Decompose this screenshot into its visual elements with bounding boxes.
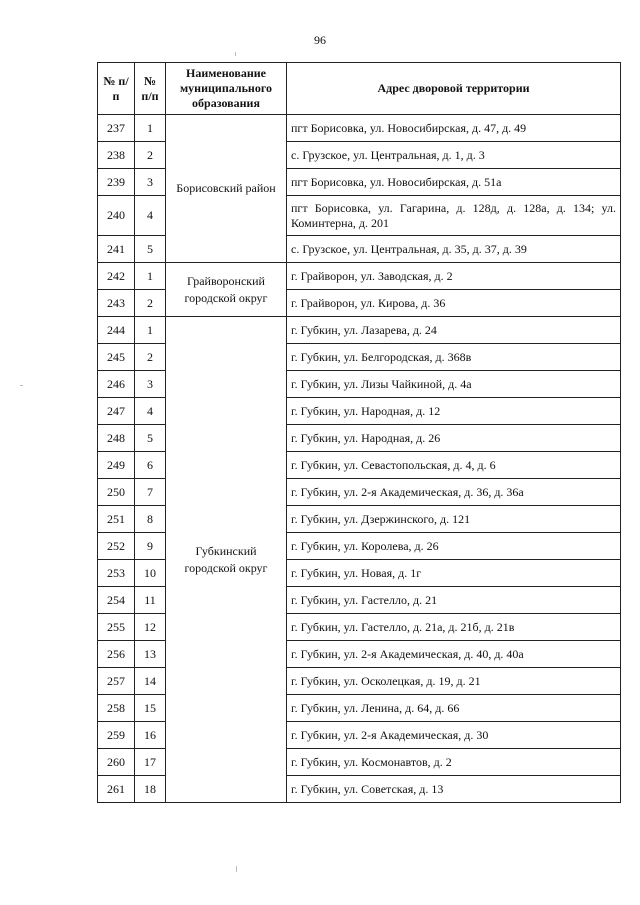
row-global-number: 250 [98, 479, 135, 506]
row-address: с. Грузское, ул. Центральная, д. 35, д. 37, д. 39 [287, 236, 621, 263]
municipality-cell: Борисовский район [166, 115, 287, 263]
row-global-number: 246 [98, 371, 135, 398]
table-row [98, 115, 621, 142]
row-local-number: 14 [135, 668, 166, 695]
row-address: г. Губкин, ул. Гастелло, д. 21 [287, 587, 621, 614]
row-address: г. Грайворон, ул. Кирова, д. 36 [287, 290, 621, 317]
row-global-number: 245 [98, 344, 135, 371]
row-global-number: 242 [98, 263, 135, 290]
row-address: г. Губкин, ул. Лазарева, д. 24 [287, 317, 621, 344]
row-local-number: 12 [135, 614, 166, 641]
table-body [98, 115, 621, 803]
municipality-cell: Губкинский городской округ [166, 317, 287, 803]
row-local-number: 16 [135, 722, 166, 749]
row-local-number: 4 [135, 398, 166, 425]
row-local-number: 2 [135, 344, 166, 371]
row-address: г. Губкин, ул. Советская, д. 13 [287, 776, 621, 803]
row-address: г. Грайворон, ул. Заводская, д. 2 [287, 263, 621, 290]
scan-speck [236, 866, 237, 872]
row-global-number: 249 [98, 452, 135, 479]
row-local-number: 5 [135, 236, 166, 263]
table-row [98, 317, 621, 344]
row-address: г. Губкин, ул. Новая, д. 1г [287, 560, 621, 587]
municipality-cell: Грайворонский городской округ [166, 263, 287, 317]
row-global-number: 259 [98, 722, 135, 749]
row-local-number: 3 [135, 169, 166, 196]
row-global-number: 244 [98, 317, 135, 344]
row-address: г. Губкин, ул. Севастопольская, д. 4, д. 6 [287, 452, 621, 479]
row-address: г. Губкин, ул. Народная, д. 12 [287, 398, 621, 425]
row-local-number: 6 [135, 452, 166, 479]
row-global-number: 255 [98, 614, 135, 641]
table-row [98, 263, 621, 290]
row-global-number: 258 [98, 695, 135, 722]
row-address: с. Грузское, ул. Центральная, д. 1, д. 3 [287, 142, 621, 169]
row-address: пгт Борисовка, ул. Гагарина, д. 128д, д. 128а, д. 134; ул. Коминтерна, д. 201 [287, 196, 621, 236]
row-global-number: 239 [98, 169, 135, 196]
row-global-number: 243 [98, 290, 135, 317]
row-address: г. Губкин, ул. Королева, д. 26 [287, 533, 621, 560]
row-address: г. Губкин, ул. Осколецкая, д. 19, д. 21 [287, 668, 621, 695]
row-local-number: 18 [135, 776, 166, 803]
row-global-number: 248 [98, 425, 135, 452]
row-local-number: 2 [135, 142, 166, 169]
row-local-number: 2 [135, 290, 166, 317]
header-address: Адрес дворовой территории [287, 63, 621, 115]
row-global-number: 237 [98, 115, 135, 142]
row-local-number: 11 [135, 587, 166, 614]
row-address: г. Губкин, ул. Белгородская, д. 368в [287, 344, 621, 371]
row-address: г. Губкин, ул. Дзержинского, д. 121 [287, 506, 621, 533]
page-number: 96 [314, 33, 326, 47]
row-local-number: 10 [135, 560, 166, 587]
row-global-number: 238 [98, 142, 135, 169]
row-global-number: 247 [98, 398, 135, 425]
row-address: г. Губкин, ул. Гастелло, д. 21а, д. 21б, д. 21в [287, 614, 621, 641]
row-global-number: 254 [98, 587, 135, 614]
row-global-number: 240 [98, 196, 135, 236]
row-global-number: 257 [98, 668, 135, 695]
row-local-number: 3 [135, 371, 166, 398]
row-global-number: 241 [98, 236, 135, 263]
row-local-number: 13 [135, 641, 166, 668]
row-local-number: 17 [135, 749, 166, 776]
row-local-number: 7 [135, 479, 166, 506]
row-local-number: 1 [135, 263, 166, 290]
row-address: г. Губкин, ул. Народная, д. 26 [287, 425, 621, 452]
row-local-number: 1 [135, 317, 166, 344]
row-local-number: 1 [135, 115, 166, 142]
row-local-number: 5 [135, 425, 166, 452]
scan-speck [235, 52, 236, 56]
row-address: г. Губкин, ул. Ленина, д. 64, д. 66 [287, 695, 621, 722]
row-address: г. Губкин, ул. Лизы Чайкиной, д. 4а [287, 371, 621, 398]
row-address: пгт Борисовка, ул. Новосибирская, д. 51а [287, 169, 621, 196]
row-local-number: 9 [135, 533, 166, 560]
scan-speck [20, 385, 23, 386]
row-global-number: 253 [98, 560, 135, 587]
table-header-row [98, 63, 621, 115]
row-address: г. Губкин, ул. Космонавтов, д. 2 [287, 749, 621, 776]
yard-territories-table [97, 62, 621, 803]
row-address: г. Губкин, ул. 2-я Академическая, д. 30 [287, 722, 621, 749]
row-global-number: 256 [98, 641, 135, 668]
row-address: пгт Борисовка, ул. Новосибирская, д. 47, д. 49 [287, 115, 621, 142]
header-municipality: Наименование муниципального образования [166, 63, 287, 115]
row-global-number: 260 [98, 749, 135, 776]
row-address: г. Губкин, ул. 2-я Академическая, д. 36, д. 36а [287, 479, 621, 506]
row-local-number: 15 [135, 695, 166, 722]
row-global-number: 251 [98, 506, 135, 533]
header-local-number: № п/п [135, 63, 166, 115]
row-global-number: 252 [98, 533, 135, 560]
header-global-number: № п/п [98, 63, 135, 115]
row-local-number: 8 [135, 506, 166, 533]
row-address: г. Губкин, ул. 2-я Академическая, д. 40, д. 40а [287, 641, 621, 668]
row-global-number: 261 [98, 776, 135, 803]
row-local-number: 4 [135, 196, 166, 236]
